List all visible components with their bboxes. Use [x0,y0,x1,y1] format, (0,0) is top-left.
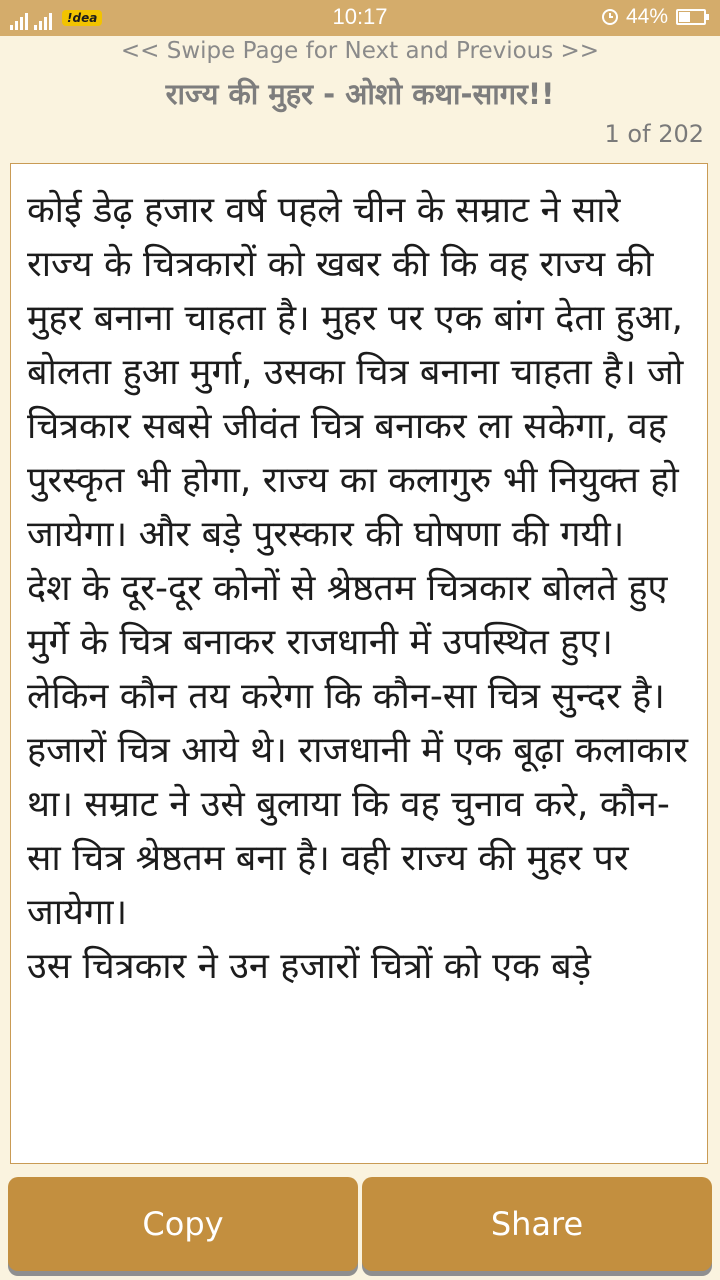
status-bar [0,0,720,36]
story-paragraph-1: कोई डेढ़ हजार वर्ष पहले चीन के सम्राट ने सारे राज्य के चित्रकारों को खबर की कि वह राज्य की मुहर बनाना चाहता है। मुहर पर एक बांग देता हुआ, बोलता हुआ मुर्गा, उसका चित्र बनाना चाहता है। जो चित्रकार सबसे जीवंत चित्र बनाकर ला सकेगा, वह पुरस्कृत भी होगा, राज्य का कलागुरु भी नियुक्त हो जायेगा। और बड़े पुरस्कार की घोषणा की गयी। [27,190,684,555]
carrier-logo: !dea [62,10,102,26]
share-button[interactable]: Share [362,1177,712,1271]
alarm-icon [602,9,618,25]
story-paragraph-2: देश के दूर-दूर कोनों से श्रेष्ठतम चित्रकार बोलते हुए मुर्गे के चित्र बनाकर राजधानी में उपस्थित हुए। लेकिन कौन तय करेगा कि कौन-सा चित्र सुन्दर है। हजारों चित्र आये थे। राजधानी में एक बूढ़ा कलाकार था। सम्राट ने उसे बुलाया कि वह चुनाव करे, कौन-सा चित्र श्रेष्ठतम बना है। वही राज्य की मुहर पर जायेगा। [27,568,688,933]
battery-icon [676,9,706,25]
copy-button[interactable]: Copy [8,1177,358,1271]
battery-percent: 44% [625,5,668,28]
status-bar-right [602,5,706,29]
swipe-hint: << Swipe Page for Next and Previous >> [120,38,600,64]
page-counter: 1 of 202 [604,120,704,148]
clock: 10:17 [332,4,388,29]
page-title: राज्य की मुहर - ओशो कथा-सागर!! [165,77,555,111]
story-paragraph-3: उस चित्रकार ने उन हजारों चित्रों को एक बड़े [27,946,591,987]
story-scroll-area[interactable] [10,163,708,1164]
story-text [11,164,707,994]
